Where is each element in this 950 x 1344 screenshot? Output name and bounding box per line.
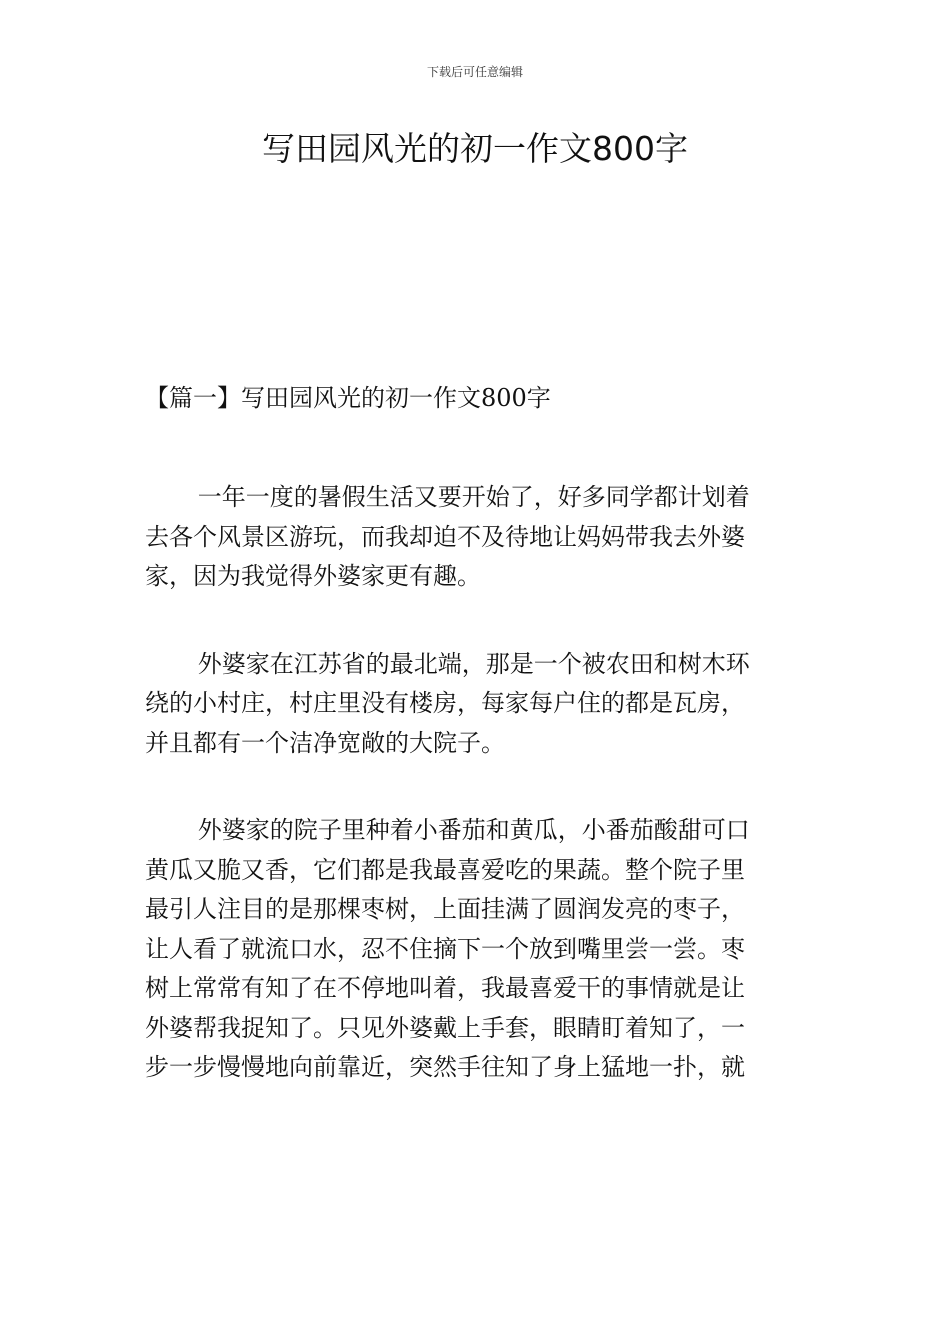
paragraph-2 (145, 645, 815, 764)
header-note: 下载后可任意编辑 (426, 65, 523, 79)
paragraph-3 (145, 811, 815, 1088)
paragraph-line: 步一步慢慢地向前靠近，突然手往知了身上猛地一扑，就 (145, 1053, 745, 1081)
body-text (145, 478, 815, 1136)
paragraph-line: 外婆家在江苏省的最北端，那是一个被农田和树木环 (197, 649, 750, 678)
paragraph-line: 黄瓜又脆又香，它们都是我最喜爱吃的果蔬。整个院子里 (145, 855, 745, 884)
paragraph-line: 让人看了就流口水，忍不住摘下一个放到嘴里尝一尝。枣 (145, 934, 745, 963)
paragraph-line: 外婆帮我捉知了。只见外婆戴上手套，眼睛盯着知了，一 (145, 1013, 745, 1042)
paragraph-line: 绕的小村庄，村庄里没有楼房，每家每户住的都是瓦房， (145, 689, 745, 717)
paragraph-line: 一年一度的暑假生活又要开始了，好多同学都计划着 (197, 483, 750, 511)
paragraph-line: 并且都有一个洁净宽敞的大院子。 (145, 728, 505, 757)
paragraph-1 (145, 478, 815, 597)
paragraph-line: 外婆家的院子里种着小番茄和黄瓜，小番茄酸甜可口 (197, 816, 750, 844)
paragraph-line: 树上常常有知了在不停地叫着，我最喜爱干的事情就是让 (145, 974, 745, 1002)
paragraph-line: 家，因为我觉得外婆家更有趣。 (145, 562, 481, 590)
section-heading: 【篇一】写田园风光的初一作文800字 (145, 384, 551, 412)
paragraph-line: 去各个风景区游玩，而我却迫不及待地让妈妈带我去外婆 (145, 522, 745, 551)
document-title: 写田园风光的初一作文800字 (262, 129, 688, 168)
paragraph-line: 最引人注目的是那棵枣树，上面挂满了圆润发亮的枣子， (145, 895, 745, 923)
